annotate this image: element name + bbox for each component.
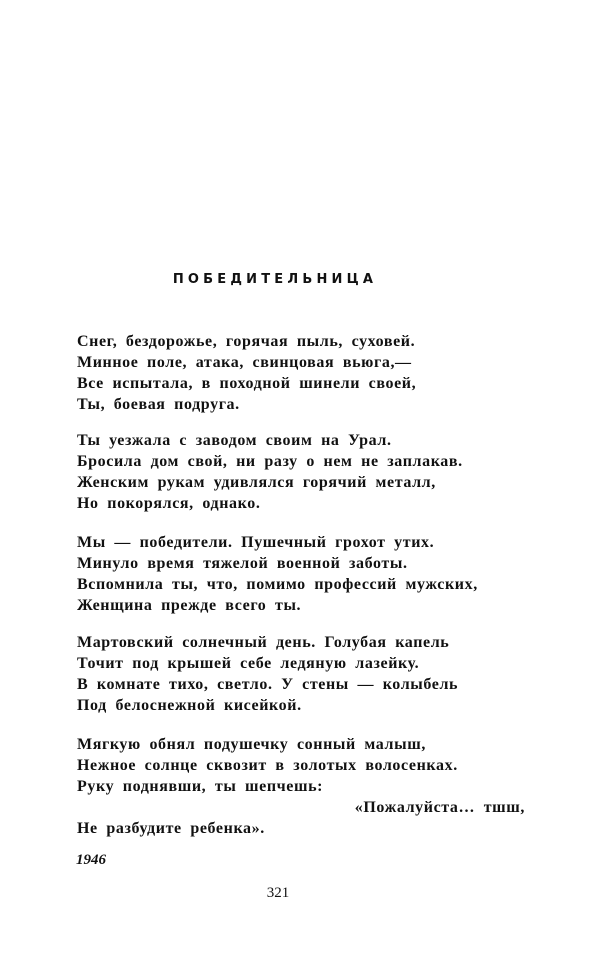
poem-line: Мягкую обнял подушечку сонный малыш, xyxy=(77,736,426,753)
poem-line: Минное поле, атака, свинцовая вьюга,— xyxy=(77,354,412,371)
poem-line: Снег, бездорожье, горячая пыль, суховей. xyxy=(77,333,416,350)
poem-title: ПОБЕДИТЕЛЬНИЦА xyxy=(172,272,378,287)
poem-line: Женщина прежде всего ты. xyxy=(77,597,302,614)
poem-line: «Пожалуйста… тшш, xyxy=(354,799,525,816)
poem-line: Не разбудите ребенка». xyxy=(77,820,265,837)
poem-line: Минуло время тяжелой военной заботы. xyxy=(77,555,408,572)
poem-line: Но покорялся, однако. xyxy=(77,495,261,512)
poem-line: Мартовский солнечный день. Голубая капель xyxy=(77,634,450,651)
poem-line: Руку поднявши, ты шепчешь: xyxy=(77,778,324,795)
stanza-4 xyxy=(77,632,527,716)
poem-year: 1946 xyxy=(76,852,106,868)
poem-line: Все испытала, в походной шинели своей, xyxy=(77,375,417,392)
poem-line: Бросила дом свой, ни разу о нем не заплакав. xyxy=(77,453,463,470)
stanza-3 xyxy=(77,532,527,616)
stanza-2 xyxy=(77,430,527,514)
poem-line: Ты, боевая подруга. xyxy=(77,396,240,413)
poem-line: Ты уезжала с заводом своим на Урал. xyxy=(77,432,392,449)
poem-line: Точит под крышей себе ледяную лазейку. xyxy=(77,655,420,672)
poem-line: Женским рукам удивлялся горячий металл, xyxy=(77,474,436,491)
stanza-5 xyxy=(77,734,527,839)
stanza-1 xyxy=(77,331,527,415)
poem-line: В комнате тихо, светло. У стены — колыбель xyxy=(77,676,459,693)
page-number: 321 xyxy=(266,885,290,901)
poem-line: Нежное солнце сквозит в золотых волосенках. xyxy=(77,757,458,774)
poem-line: Мы — победители. Пушечный грохот утих. xyxy=(77,534,435,551)
poem-line: Под белоснежной кисейкой. xyxy=(77,697,302,714)
poem-line: Вспомнила ты, что, помимо профессий мужских, xyxy=(77,576,478,593)
